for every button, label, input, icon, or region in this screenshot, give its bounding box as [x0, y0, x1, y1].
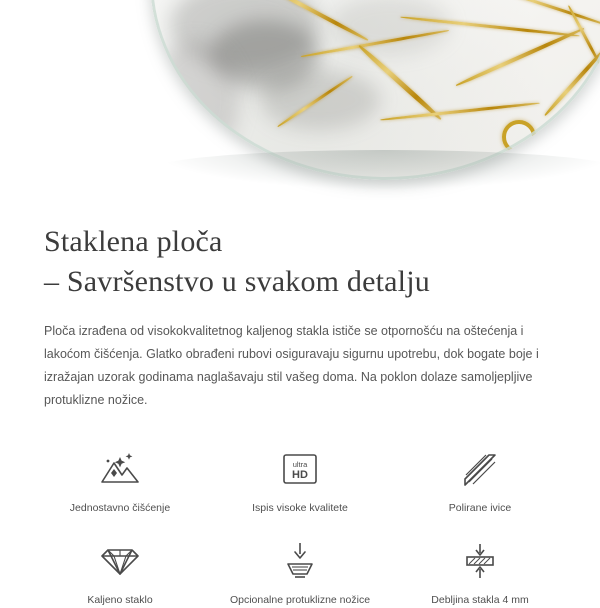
sparkle-cloth-icon — [97, 446, 143, 492]
description-paragraph: Ploča izrađena od visokokvalitetnog kaljenog stakla ističe se otpornošću na oštećenja i lakoćom čišćenja. Glatko obrađeni rubovi osiguravaju sigurnu upotrebu, dok bogate boje i izražajan uzorak godinama naglašavaju stil vašeg doma. Na poklon dolaze samoljepljive protuklizne nožice. — [44, 323, 539, 408]
diamond-icon — [97, 538, 143, 584]
feature-label: Kaljeno staklo — [87, 593, 153, 606]
glass-rim — [150, 0, 600, 180]
feature-label: Opcionalne protuklizne nožice — [229, 593, 371, 606]
feature-label: Ispis visoke kvalitete — [252, 502, 348, 515]
svg-text:HD: HD — [292, 469, 308, 482]
page-title — [44, 222, 556, 302]
glass-plate-graphic — [150, 0, 600, 180]
thickness-arrows-icon — [457, 538, 503, 584]
feature-item — [390, 538, 570, 608]
feature-item — [210, 538, 390, 608]
feature-grid — [0, 446, 600, 607]
hero-image — [0, 0, 600, 200]
title-line-1: Staklena ploča — [44, 225, 223, 258]
title-line-2: – Savršenstvo u svakom detalju — [44, 264, 430, 298]
polished-edges-icon — [457, 446, 503, 492]
feature-item — [390, 446, 570, 516]
feature-item — [30, 446, 210, 516]
anti-slip-foot-icon — [277, 538, 323, 584]
ultra-hd-icon — [277, 446, 323, 492]
text-content — [0, 200, 600, 412]
feature-item — [210, 446, 390, 516]
feature-label: Polirane ivice — [448, 502, 512, 515]
feature-label: Jednostavno čišćenje — [69, 502, 171, 515]
feature-label: Debljina stakla 4 mm — [431, 593, 529, 606]
svg-text:ultra: ultra — [292, 460, 308, 470]
feature-item — [30, 538, 210, 608]
